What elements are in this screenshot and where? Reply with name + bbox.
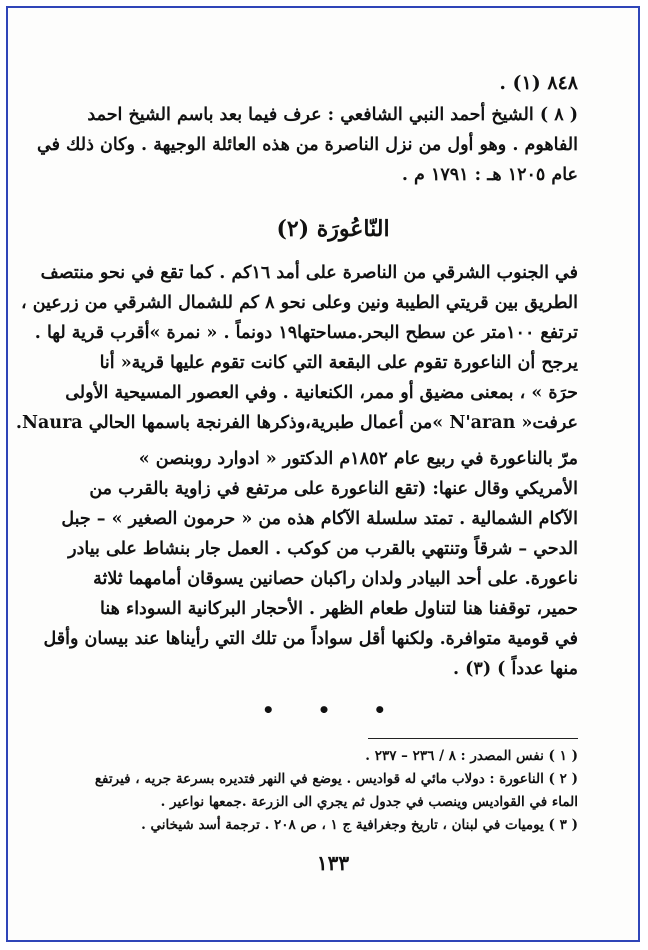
paragraph-line: مرّ بالناعورة في ربيع عام ١٨٥٢م الدكتور « ادوارد روبنصن » [138, 449, 578, 469]
biography-entry [36, 100, 578, 190]
section-separator: • • • [261, 698, 405, 722]
paragraph-line: الدحي – شرقاً وتنتهي بالقرب من كوكب . العمل جار بنشاط على بيادر [68, 539, 578, 559]
entry-line-3: عام ١٢٠٥ هـ : ١٧٩١ م . [401, 165, 578, 185]
footnotes [88, 745, 578, 837]
paragraph-line: حرَة » ، بمعنى مضيق أو ممر، الكنعانية . وفي العصور المسيحية الأولى [65, 383, 578, 403]
footnote: ( ١ ) نفس المصدر : ٨ / ٢٣٦ – ٢٣٧ . [365, 748, 578, 764]
entry-line-1: ( ٨ ) الشيخ أحمد النبي الشافعي : عرف فيما بعد باسم الشيخ احمد [87, 105, 578, 125]
paragraph-line: الآكام الشمالية . تمتد سلسلة الآكام هذه من « حرمون الصغير » – جبل [61, 509, 578, 529]
footnote: الماء في القواديس وينصب في جدول ثم يجري الى الزرعة .جمعها نواعير . [160, 794, 578, 810]
paragraph-line: يرجح أن الناعورة تقوم على البقعة التي كانت تقوم عليها قرية« أنا [99, 353, 578, 373]
paragraph-line: ناعورة. على أحد البيادر ولدان راكبان حصانين يسوقان أمامهما ثلاثة [93, 569, 578, 589]
paragraph-line: ترتفع ١٠٠متر عن سطح البحر.مساحتها١٩ دونماً . « نمرة »أقرب قرية لها . [34, 323, 578, 343]
entry-line-2: الفاهوم . وهو أول من نزل الناصرة من هذه العائلة الوجيهة . وكان ذلك في [36, 135, 578, 155]
paragraph-1 [15, 258, 578, 438]
top-page-reference: ٨٤٨ (١) . [499, 72, 578, 94]
footnote: ( ٢ ) الناعورة : دولاب مائي له قواديس . يوضع في النهر فتديره بسرعة جريه ، فيرتفع [94, 771, 578, 787]
paragraph-line: في الجنوب الشرقي من الناصرة على أمد ١٦كم . كما تقع في نحو منتصف [40, 263, 578, 283]
page-number: ١٣٣ [316, 851, 350, 875]
section-heading: النّاعُورَة (٢) [276, 216, 390, 242]
document-page [15, 68, 578, 875]
paragraph-line: عرفت« N'aran »من أعمال طبرية،وذكرها الفرنجة باسمها الحالي Naura. [15, 413, 578, 433]
footnote-divider [368, 738, 578, 739]
paragraph-2 [43, 444, 578, 684]
page-frame [6, 6, 640, 942]
paragraph-line: منها عدداً ) (٣) . [452, 659, 578, 679]
footnote: ( ٣ ) يوميات في لبنان ، تاريخ وجغرافية ج ١ ، ص ٢٠٨ . ترجمة أسد شيخاني . [141, 817, 578, 833]
paragraph-line: الأمريكي وقال عنها: (تقع الناعورة على مرتفع في زاوية بالقرب من [89, 479, 578, 499]
paragraph-line: الطريق بين قريتي الطيبة ونين وعلى نحو ٨ كم للشمال الشرقي من زرعين ، [21, 293, 578, 313]
paragraph-line: حمير، توقفنا هنا لتناول طعام الظهر . الأحجار البركانية السوداء هنا [100, 599, 578, 619]
paragraph-line: في قومية متوافرة. ولكنها أقل سواداً من تلك التي رأيناها عند بيسان وأقل [43, 629, 578, 649]
